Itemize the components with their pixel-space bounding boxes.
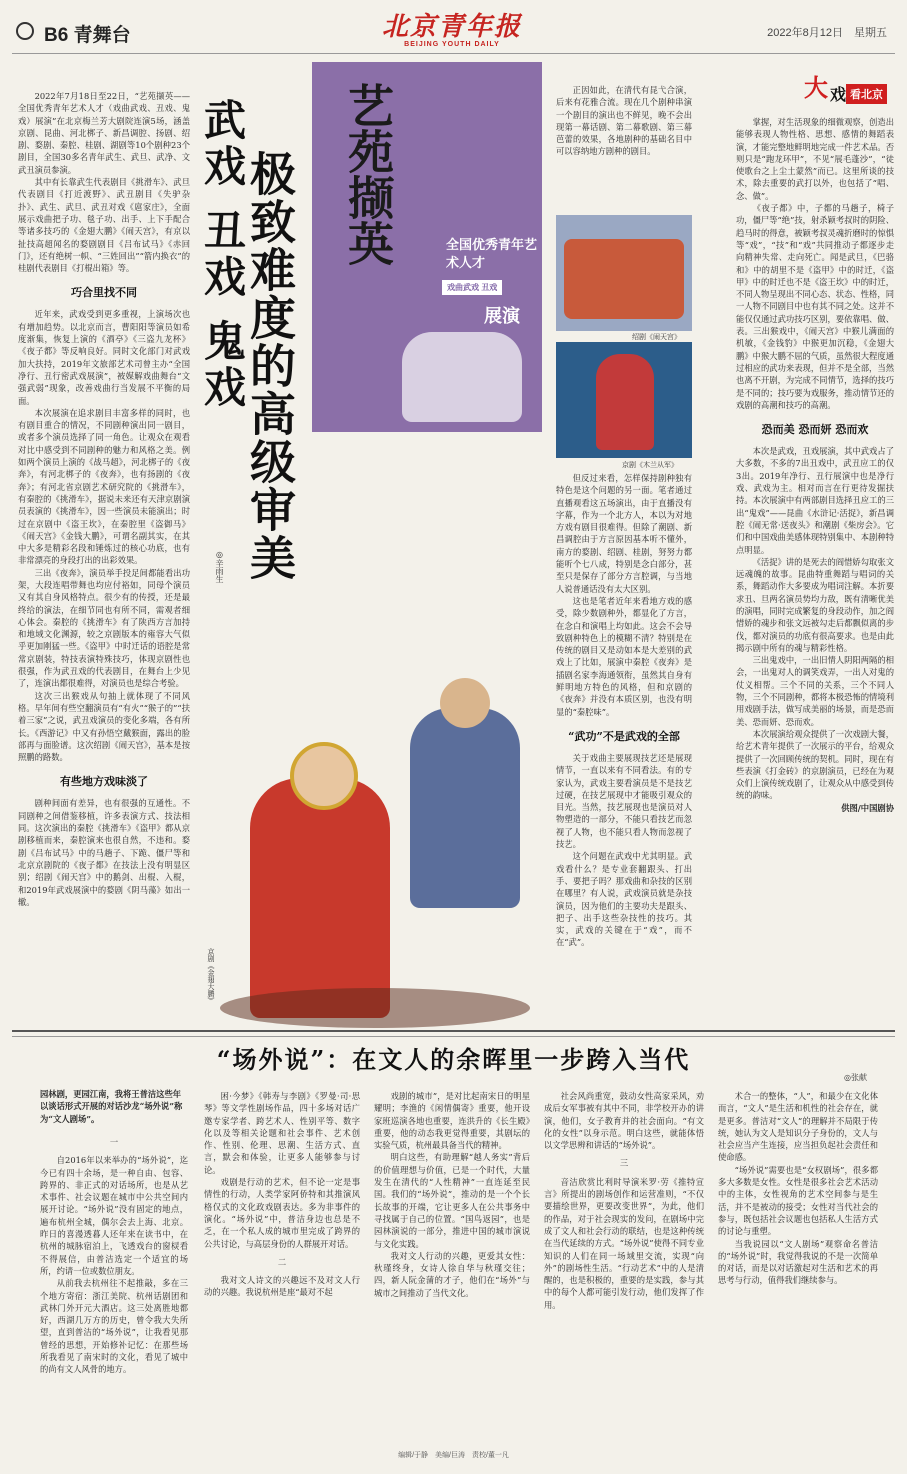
performer-right (410, 708, 520, 908)
paragraph: 关于戏曲主要展现技艺还是展现情节，一直以来有不同看法。有的专家认为，武戏主要看演员是不是技艺过硬，在技艺展现中才能吸引观众的目光。当然，技艺展现也是演员对人物塑造的一部分，不能只看技艺而忽视了人物，也不能只看人物而忽视了技艺。 (556, 752, 692, 850)
paragraph: 剧种间面有差异，也有很强的互通性。不同剧种之间借鉴移植，许多表演方式、技法相同。这次演出的秦腔《挑滑车》《盗甲》都从京剧移植而来，秦腔演来也很自然，不违和。婺剧《吕布试马》中的马趟子、下跪、僵尸等和北京京剧院的《夜子都》在技法上没有明显区别；绍剧《闹天宫》中的鹅剑、出棍、入棍，和2019年武戏展演中的婺剧《阴马藻》如出一辙。 (18, 798, 190, 907)
article-column-1 (18, 90, 190, 1018)
performer-image (596, 354, 654, 450)
paragraph: “场外说”需要也是“女权剧场”，很多都多大多数是女性。女性是很多社会艺术活动中的主体，女性视角的艺术空间参与是生活，并不是被动的接受；女性对当代社会的参与，既包括社会议题也包括私人生活方式的讨论与重塑。 (718, 1164, 878, 1237)
bottom-byline: ◎张献 (844, 1073, 867, 1082)
section-number: 三 (619, 1158, 629, 1169)
issue-date: 2022年8月12日 星期五 (767, 27, 887, 39)
header-rule (12, 53, 895, 54)
paragraph: 本次是武戏，丑戏展演，其中武戏占了大多数，不多的7出丑戏中，武丑应工的仅3出。2019年净行、丑行展演中也是净行戏、武戏为主。相对而言在行更待发掘扶持。本次展演中有两部剧目选择丑应工的三出“鬼戏”——昆曲《水浒记·活捉》，新昌调腔《闹无常·送夜头》和潮剧《柴房会》。它们和中国戏曲美感体现特别集中、本剧种特点明显。 (736, 446, 894, 555)
subheading: “武功”不是武戏的全部 (568, 729, 680, 743)
performer-left (250, 778, 390, 1018)
photo-naotiangong (556, 215, 692, 331)
bottom-column-4 (544, 1090, 704, 1442)
poster-subtitle: 全国优秀青年艺术人才 (446, 237, 538, 270)
paragraph: 三出《夜奔》，演员举手投足间都能看出功架，大段连唱带舞也均应付裕如，同母个演员又有其自身风格特点。很少有的传授，还是最终给的演法，在细节同也有所不同，需观者细心体会。秦腔的《挑滑车》有了陕西方言加持和地域文化渊源，较之京剧版本的雍容大气似乎更加刚猛一些。《盗甲》中时迁话的语腔是常常京剧装，特技表演特殊技巧，体现京剧性也很强，作为武丑戏的代表剧目，在舞台上少见了，连演出都很难得，对演员也是综合考验。 (18, 567, 190, 689)
event-poster (312, 62, 542, 432)
paragraph: 社会风尚重宽，鼓动女性高家采风，劝成后女军事被有其中不同，非学校开办的讲演，他们，女子教育并的社会面向。“有文化的女性”以身示范。明白这些，就能体悟以文学思辨和讲话的“场外说”。 (544, 1091, 704, 1151)
byline: ◎辛雨生 (215, 550, 224, 583)
poster-title: 艺苑撷英 (341, 82, 395, 266)
section-label: B6 青舞台 (44, 25, 131, 46)
logo-text: 北京青年报 (381, 12, 522, 42)
paragraph: 这次三出猴戏从句抽上就体现了不同风格。早年间有些空翻演员有“有火”“猴子的”“扶着三家”之说，武丑戏演员的变化多端，各有所长。《西游记》中又有孙悟空戴猴面，露出的脸部再与面脸谱。这次绍剧《闹天宫》，基本是按照鹏的路数。 (18, 690, 190, 763)
paragraph: 明白这些，有助理解“越人务实”背后的价值理想与价值，已是一个时代，大量发生在清代的“人性精神”一直连延至民国。我们的“场外说”，推动的是一个个长长故事的开端，它让更多人在公共事务中寻找属于自己的位置。“国鸟返园”，也是园林演说的一部分，推进中国的城市演说与文化实践。 (374, 1152, 530, 1249)
article-column-4 (736, 116, 894, 1020)
column-badge (800, 68, 896, 108)
bottom-column-2 (204, 1090, 360, 1442)
badge-char-2: 戏 (830, 85, 847, 104)
stage-floor (220, 988, 530, 1028)
photo-caption: 京剧《金翅大鹏》 (207, 948, 215, 1004)
article-column-3b (556, 472, 692, 1020)
masthead-logo (372, 6, 532, 48)
section-number: 二 (277, 1256, 287, 1267)
paragraph: 2022年7月18日至22日，“艺苑撷英——全国优秀青年艺术人才（戏曲武戏、丑戏、鬼戏）展演”在北京梅兰芳大剧院连演5场，涵盖京剧、昆曲、河北梆子、新昌调腔、扬剧、绍剧、婺剧、秦腔、桂剧、湖剧等10个剧种23个剧目，全国30多名青年武生、武旦、武净、文武丑演员参演。 (18, 91, 190, 175)
paragraph: 正因如此，在清代有昆弋合演，后来有花雅合流。现在几个剧种串演一个剧目的演出也不鲜见，晚不会出现第一幕话剧、第二幕歌剧、第三幕芭蕾的效果，各地剧种的基础名目中可以容纳地方剧种的剧目。 (556, 85, 692, 157)
paragraph: 我对文人诗文的兴趣远不及对文人行动的兴趣。我说杭州是座“最对不起 (204, 1275, 360, 1298)
paragraph: 掌握，对生活现象的细微观察，创造出能够表现人物性格、思想、感情的舞蹈表演，才能完整地鲜明地完成一件艺术品。否则只是“跑龙环甲”，不见“展毛蓬沙”，“徒使歌台之上尘土蒙然”而已。这里所谈的技术，除去重要的武打以外，也包括了“唱、念、做”。 (736, 117, 894, 201)
paragraph: 术合一的整体，“人”，和最少在文化体而言，“文人”是生活和机性的社会存在，就是更多。普洁对“文人”的理解并不局限于传统，她认为文人是知识分子身份的，文人与社会应当产生连接，应当担负起社会责任和使命感。 (718, 1091, 878, 1163)
logo-english: BEIJING YOUTH DAILY (404, 41, 500, 48)
subheading: 有些地方戏味淡了 (60, 775, 148, 789)
stage-image (564, 239, 684, 319)
badge-tag: 看北京 (846, 84, 887, 104)
photo-caption: 绍剧《闹天宫》 (632, 333, 681, 341)
bottom-intro: 园林剧，更园江南，我将王普洁这些年以谈话形式开展的对话沙龙“场外说”称为“文人剧场”。 (40, 1089, 183, 1124)
bottom-headline: “场外说”：在文人的余晖里一步跨入当代 (216, 1045, 691, 1074)
paragraph: 从前我去杭州往不起推敲，多在三个地方寄宿：浙江美院、杭州话剧团和武林门外开元大酒店。这三处离胜地都好，西湖几万方的历史，曾令我大失所望，直到普洁的“场外说”，让我看见那曾经的思想，开始修补记忆：在那些场所我看见了南宋时的文化，看见了城中的尚有文人风骨的地方。 (40, 1278, 188, 1375)
paragraph: 近年来，武戏受到更多重视，上演场次也有增加趋势。以北京而言，曹阳阳等演员如希度渐集，恢复上演的《酒亭》《三盗九龙杯》《夜子都》等反响良好。同时文化部门对武戏加大扶持，2019年文旅部艺术司曾主办“全国净行、丑行密武戏展演”，被媒解戏曲舞台“文强武弱”现象，改善戏曲行当发展不平衡的局面。 (18, 309, 190, 406)
paragraph: 本次展演在追求剧目丰富多样的同时，也有剧目重合的情况，不同剧种演出同一剧目，或者多个演员选择了同一角色。让观众在观看对比中感受到不同剧种的魅力和风格之美。例如两个演员上演的《战马超》，河北梆子的《夜奔》，有河北梆子的《夜奔》，也有扬剧的《夜奔》；有河北省京剧艺术研究院的《挑滑车》，有秦腔的《挑滑车》，据说未来还有天津京剧演员表演的《挑滑车》，因一些演员未能演出；时过在京剧中《盗王坎》，在秦腔里《盗御马》《闹天宫》《金钱大鹏》，可谓名副其实，在其中大多是精彩名段和锤炼过的核心功底，也有非常漂亮的身段打出的出彩效果。 (18, 407, 190, 566)
paragraph: 自2016年以来举办的“场外说”，迄今已有四十余场，是一种自由、包容、跨界的、非正式的对话场所，也是从艺术事件、社会议题在城市中公共空间内展开讨论。“场外说”没有固定的地点，遍布杭州全城，偶尔会去上海、北京。昨日的喜漫透暮人还年来在读书中，在杭州的城脉宿泊上，飞透戏台的窗棂看不得展信，由普洁选定一个适宜的场所，约请一位或数位朋友。 (40, 1155, 188, 1276)
paragraph: 《活捉》讲的是死去的阎惜娇勾取张文远魂魄的故事。昆曲特重舞蹈与唱词的关系，舞蹈动作大多要成为唱词注解。本折要求丑、旦两名演员势均力敌，既有清晰优美的演唱，同时完成繁复的身段动作，加之阎惜娇的魂步和张文远被勾走后都飘似离的步伐，都对演员的功底有很高要求。也是由此揭示剧中所有的魂与精彩性格。 (736, 556, 894, 653)
headline-sub: 极致难度的高级审美 (243, 150, 297, 582)
poster-event: 展演 (484, 306, 520, 327)
subheading: 恐而美 恐而妍 恐而欢 (761, 423, 869, 437)
paragraph: 其中有长靠武生代表剧目《挑滑车》、武旦代表剧目《打近渡野》、武丑剧目《失驴杂扑》、武生、武旦、武丑对戏《扈家庄》，全面展示戏曲把子功、毯子功、出手、上下手配合等诸多技巧的《金翅大鹏》《闹天宫》，有京以扯技高超闻名的婺剧剧目《吕布试马》《赤回门》，还有绝树一帜、“三姓回出”“箭内换衣”的桂剧代表剧目《打棍出箱》等。 (18, 177, 190, 274)
page-header (0, 0, 907, 54)
poster-tag: 戏曲武戏 丑戏 (442, 280, 502, 295)
paragraph: 三出鬼戏中，一出旧情人阴阳两隔的相会，一出鬼对人的调笑戏弄，一出人对鬼的仗义相帮。三个不同的关系，三个不同人物，三个不同剧种，都将本极恐怖的情境利用戏剧手法，做写成美丽的场景，而是恐而美、恐而妍、恐而欢。 (736, 655, 894, 727)
section-number: 一 (109, 1137, 119, 1147)
search-icon (16, 22, 34, 40)
bottom-column-3 (374, 1090, 530, 1442)
paragraph: 这个问题在武戏中尤其明显。武戏看什么？是专业套翻跟头、打出手、要把子吗？那戏曲和杂技的区别在哪里？有人说，武戏演员就是杂技演员，因为他们的主要功夫是跟头、把子、出手这些杂技性的技巧。其实，武戏的关键在于“戏”，而不在“武”。 (556, 851, 692, 948)
subheading: 巧合里找不同 (71, 286, 137, 300)
poster-figure-image (402, 332, 522, 422)
paragraph: 但反过来看，怎样保持剧种独有特色是这个问题的另一面。笔者通过直播观看这五场演出，由于直播没有字幕，作为一个北方人，本以为对地方戏有剧目很难得。但除了潮剧、新昌调腔由于方言原因基本听不懂外，南方的婺剧、绍剧、桂剧，努努力都能听个七八成，特别是念白部分，甚至只是保存了部分方言腔调，与当地人说普通话没有太大区别。 (556, 473, 692, 594)
section-divider (12, 1030, 895, 1032)
photo-caption: 京剧《木兰从军》 (622, 461, 678, 469)
bottom-column-5 (718, 1090, 878, 1442)
paragraph: 我对文人行动的兴趣，更爱其女性：秋瑾终身，女诗人徐自华与秋瑾交往；四，新人阮金蒲的才子，他们在“场外”与城市之间推动了当代文化。 (374, 1250, 530, 1298)
performer-face (440, 678, 490, 728)
article-column-3 (556, 84, 692, 214)
paragraph: 音洁欣赏比利时导演米罗·劳《推特宣言》所提出的剧场创作和运营准则，“不仅要描绘世界，更要改变世界”，为此，他们的作品，对于社会现实的发问，在剧场中完成了文人和社会行动的联结，也是这种传统在当代延续的方式。“场外说”使得不同专业知识的人们在同一场域里交流，实现“向外”的剧场性生活。“行动艺术”中的人是清醒的，也是积极的，重要的是实践，参与其中的每个人都可能引发行动，他们发挥了作用。 (544, 1176, 704, 1310)
photo-mulan (556, 342, 692, 458)
paragraph: 困·今梦》《韩寿与李剧》《罗曼·司·思琴》等文学性剧场作品，四十多场对话广邀专家学者、跨艺术人、性别平等、数字化以及等相关论题和社会事件、艺术创作、性别、伦理、思潮、生活方式、直言，默会和体验，让更多人能够参与讨论。 (204, 1091, 360, 1175)
paragraph: 戏剧的城市”，是对比起南宋日的明星耀明；李渔的《闲情偶寄》重要，他开设家班巡演各地也重要，连洪升的《长生殿》重要，他的动态我更觉得重要，其剧坛的实验气质，杭州最具备当代的精神。 (374, 1091, 530, 1151)
page-footer: 编辑/于静 美编/巨涛 责校/董一凡 (398, 1452, 509, 1459)
bottom-column-1 (40, 1130, 188, 1442)
performer-face (290, 742, 358, 810)
paragraph: 这也是笔者近年来看地方戏的感受，除少数剧种外，都显化了方言，在念白和演唱上均如此。这会不会导致剧种特色上的模糊不清？特别是在传统的剧目又是动如本是大差别的武戏上了比如，展演中秦腔《夜奔》是插剧名家李海通领衔，虽然其自身有鲜明地方特色的风格，但和京剧的《夜奔》并没有本质区别，也没有明显的“秦腔味”。 (556, 595, 692, 717)
badge-char-1: 大 (804, 73, 828, 102)
paragraph: 《夜子都》中，子都的马趟子，椅子功，僵尸等“绝”技，射杀颖考叔时的阴险、趋马时的得意，被颖考叔灵魂折磨时的惊惧等“戏”，“技”和“戏”共同推动子都逐步走向精神失常、走向死亡。闻是武旦，《巴骆和》中的胡里不是《盗甲》中的时迁，《盗甲》中的时迁也不是《盗王坎》中的时迁，不同人物呈现出不同心态、状态、性格，同一人物不同剧目中也有其不同之处。这并不能仅仅通过武功技巧区别，要依靠唱、做、表。三出猴戏中，《闹天宫》中猴儿满面的机敏，《金钱豹》中猴更加沉稳，《金翅大鹏》中猴大鹏不屈的气质，虽然很大程度通过相应的武功来表现，但并不是全部，当然也离不开剧，为完成不同情节，选择的技巧是不同的；技巧要为戏服务，推动情节还的戏剧的高潮和技巧的高潮。 (736, 203, 894, 410)
photo-credit: 供图/中国剧协 (841, 802, 894, 813)
section-rule (12, 1036, 895, 1037)
paragraph: 戏剧是行动的艺术，但不论一定是事情性的行动，人类学家阿侨特和其推演风格仅式的文化政戏剧表达。多为非事件的演化。“场外说”中，普洁身边也总是不乏，在一个私人成的城市里完成了跨界的公共讨论，与高层身份的人群展开对话。 (204, 1177, 360, 1249)
paragraph: 当我说园以“文人剧场”观察命名普洁的“场外说”时，我觉得我说的不是一次简单的对话，而是以对话激起对生活和艺术的再思考与行动，值得我们继续参与。 (718, 1238, 878, 1286)
hero-photo (210, 658, 536, 1028)
headline-main: 武戏 丑戏 鬼戏 (198, 98, 247, 412)
paragraph: 本次展演给观众提供了一次戏剧大餐，给艺术青年提供了一次展示的平台，给观众提供了一次回顾传统的契机。同时，现在有些表演《打金砖》的京剧演员，已经在为观众们上演传统戏剧了，让观众从中感受到传统的韵味。 (736, 728, 894, 801)
